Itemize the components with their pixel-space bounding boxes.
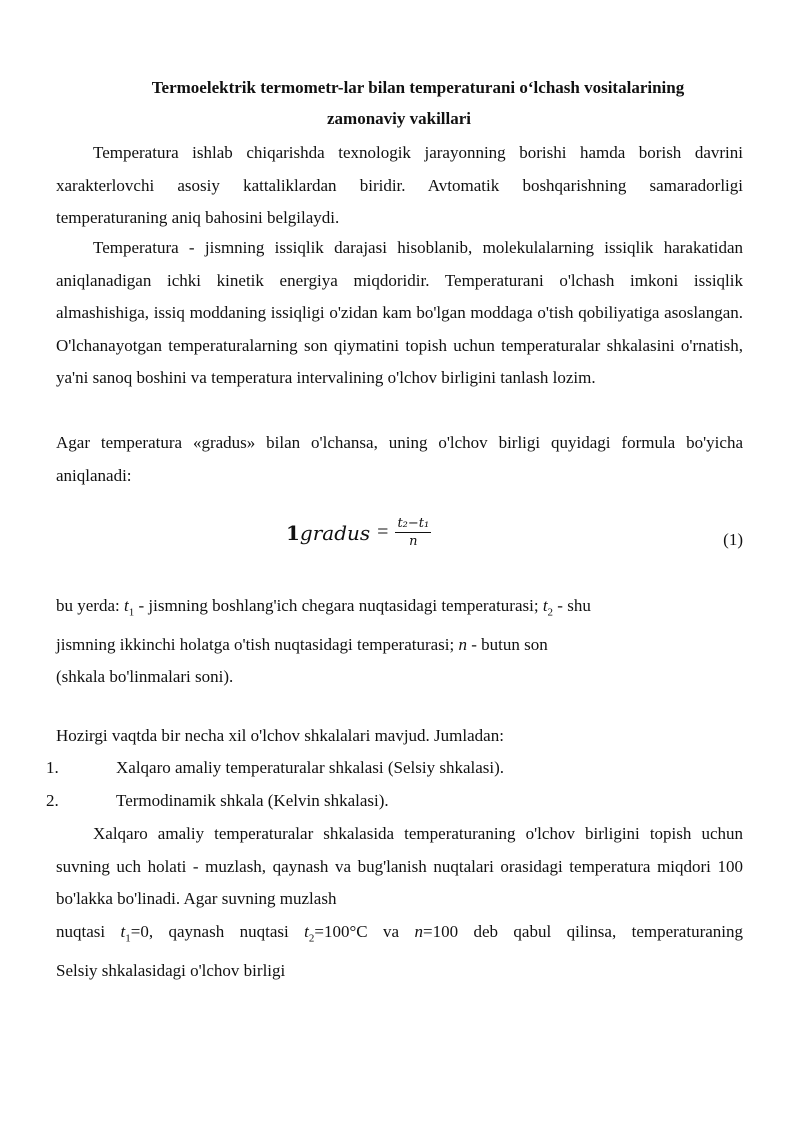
formula-number: (1) [723, 530, 743, 549]
explanation-prefix: bu yerda: [56, 596, 124, 615]
formula-degree [286, 516, 431, 549]
paragraph-definition: Temperatura - jismning issiqlik darajasi hisoblanib, molekulalarning issiqlik harakatidan aniqlanadigan ichki kinetik energiya miqdoridir. Temperaturani o'lchash imkoni issiqlik almashishiga, issiq moddaning issiqligi o'zidan kam bo'lgan moddaga o'tish qobiliyatiga asoslangan. O'lchanayotgan temperaturalarning son qiymatini topish uchun temperaturalar shkalasini o'rnatish, ya'ni sanoq boshini va temperatura intervalining o'lchov birligini tanlash lozim. [56, 238, 743, 387]
formula-numerator: t₂−t₁ [397, 516, 430, 531]
paragraph-celsius-values [56, 916, 743, 987]
paragraph-scales-intro: Hozirgi vaqtda bir necha xil o'lchov shkalalari mavjud. Jumladan: [56, 726, 504, 745]
formula-one: 1 [286, 520, 300, 545]
t2-description-end: jismning ikkinchi holatga o'tish nuqtasidagi temperaturasi; [56, 634, 459, 654]
var-t1: t [120, 922, 126, 941]
var-t2-sub: 2 [547, 606, 554, 619]
var-t1-sub: 1 [128, 606, 135, 619]
var-t1-sub: 1 [125, 932, 131, 945]
formula-lhs: gradus [299, 520, 371, 545]
n-description: - butun son [467, 634, 548, 654]
formula-fraction [395, 516, 431, 549]
explanation-line1 [56, 590, 756, 629]
text-segment: nuqtasi [56, 922, 121, 941]
list-text: Termodinamik shkala (Kelvin shkalasi). [116, 791, 389, 810]
var-t2-sub: 2 [308, 932, 315, 945]
var-t2: t [304, 922, 309, 941]
t1-description: - jismning boshlang'ich chegara nuqtasidagi temperaturasi; [134, 596, 543, 615]
var-t2: t [542, 596, 548, 615]
formula-equals: = [377, 521, 389, 543]
list-text: Xalqaro amaliy temperaturalar shkalasi (Selsiy shkalasi). [116, 758, 505, 777]
celsius-values-line1 [56, 916, 743, 955]
explanation-line2 [56, 629, 756, 662]
formula-denominator: n [409, 534, 418, 549]
formula-explanation [56, 590, 756, 694]
list-number: 2. [46, 791, 59, 810]
var-t1: t [123, 596, 129, 615]
text-segment: =0, qaynash nuqtasi [130, 922, 305, 941]
document-title-line1: Termoelektrik termometr-lar bilan temperaturani o‘lchash vositalarining [151, 78, 685, 97]
explanation-line3: (shkala bo'linmalari soni). [56, 667, 234, 687]
document-title-line2: zamonaviy vakillari [326, 109, 472, 128]
var-n: n [414, 922, 423, 941]
text-segment: =100 deb qabul qilinsa, temperaturaning [422, 922, 744, 941]
paragraph-intro: Temperatura ishlab chiqarishda texnologik jarayonning borishi hamda borish davrini xarakterlovchi asosiy kattaliklardan biridir. Avtomatik boshqarishning samaradorligi temperaturaning aniq bahosini belgilaydi. [56, 143, 743, 227]
celsius-values-line2: Selsiy shkalasidagi o'lchov birligi [56, 960, 286, 980]
text-segment: =100°C va [314, 922, 415, 941]
paragraph-celsius: Xalqaro amaliy temperaturalar shkalasida temperaturaning o'lchov birligini topish uchun suvning uch holati - muzlash, qaynash va bug'lanish nuqtalari orasidagi temperatura miqdori 100 bo'lakka bo'linadi. Agar suvning muzlash [56, 824, 743, 908]
var-n: n [458, 634, 467, 654]
list-number: 1. [46, 758, 59, 777]
paragraph-formula-intro: Agar temperatura «gradus» bilan o'lchansa, uning o'lchov birligi quyidagi formula bo'yicha aniqlanadi: [56, 433, 743, 485]
t2-description-start: - shu [553, 596, 591, 615]
